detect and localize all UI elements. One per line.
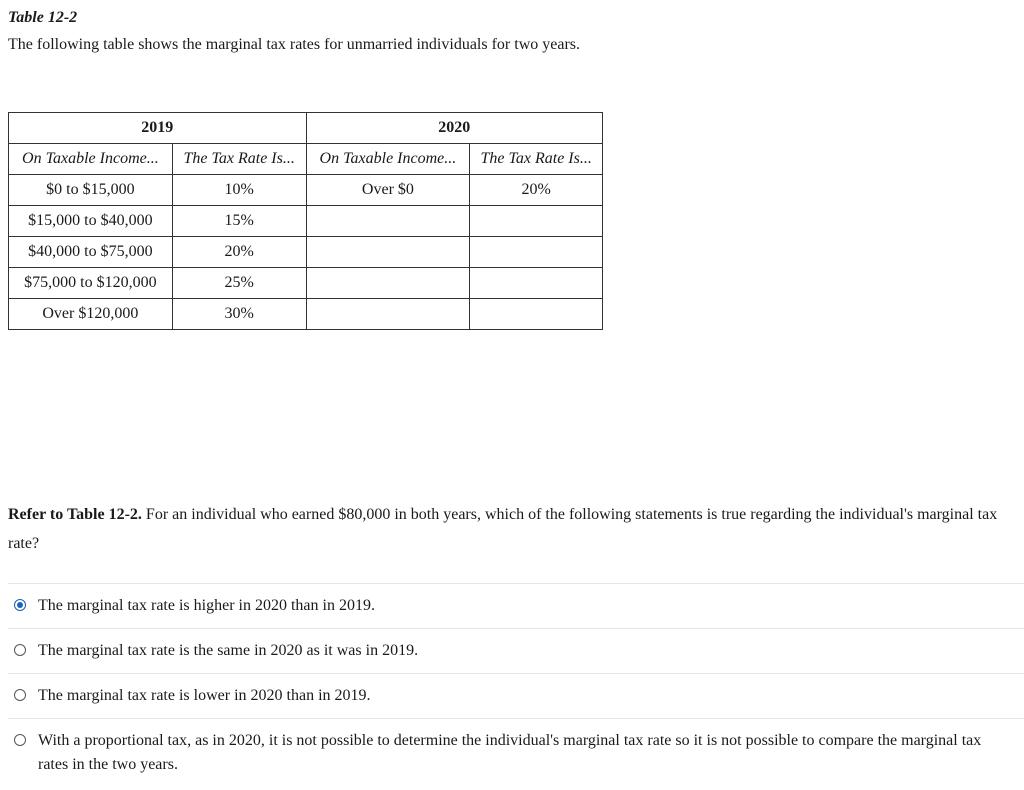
answer-option-2[interactable] bbox=[8, 628, 1024, 673]
answer-option-label: With a proportional tax, as in 2020, it is not possible to determine the individual's marginal tax rate so it is not possible to compare the marginal tax rates in the two years. bbox=[38, 732, 982, 773]
table-cell: 15% bbox=[172, 206, 306, 237]
answer-option-label: The marginal tax rate is lower in 2020 than in 2019. bbox=[38, 687, 371, 704]
column-header: The Tax Rate Is... bbox=[172, 144, 306, 175]
year-header-row bbox=[9, 113, 603, 144]
table-row bbox=[9, 206, 603, 237]
column-header: On Taxable Income... bbox=[306, 144, 470, 175]
column-header: On Taxable Income... bbox=[9, 144, 173, 175]
table-row bbox=[9, 268, 603, 299]
column-header-row bbox=[9, 144, 603, 175]
radio-button-selected[interactable] bbox=[14, 599, 26, 611]
question-text: For an individual who earned $80,000 in both years, which of the following statements is true regarding the individual's marginal tax rate? bbox=[8, 506, 998, 552]
question-reference: Refer to Table 12-2. bbox=[8, 506, 142, 523]
table-cell: $40,000 to $75,000 bbox=[9, 237, 173, 268]
table-cell bbox=[306, 268, 470, 299]
table-row bbox=[9, 237, 603, 268]
table-description: The following table shows the marginal tax rates for unmarried individuals for two years. bbox=[8, 36, 580, 53]
year-header-2020: 2020 bbox=[306, 113, 602, 144]
table-cell bbox=[470, 237, 603, 268]
answer-option-3[interactable] bbox=[8, 673, 1024, 718]
table-cell: $15,000 to $40,000 bbox=[9, 206, 173, 237]
table-cell bbox=[306, 206, 470, 237]
table-cell: 20% bbox=[172, 237, 306, 268]
table-cell: Over $120,000 bbox=[9, 299, 173, 330]
table-cell: 10% bbox=[172, 175, 306, 206]
table-cell bbox=[470, 299, 603, 330]
table-cell: $0 to $15,000 bbox=[9, 175, 173, 206]
answer-option-label: The marginal tax rate is the same in 2020 as it was in 2019. bbox=[38, 642, 419, 659]
radio-button[interactable] bbox=[14, 689, 26, 701]
table-title: Table 12-2 bbox=[8, 9, 78, 26]
table-cell: 25% bbox=[172, 268, 306, 299]
table-cell bbox=[470, 268, 603, 299]
year-header-2019: 2019 bbox=[9, 113, 307, 144]
table-cell bbox=[306, 237, 470, 268]
table-cell bbox=[306, 299, 470, 330]
answer-options bbox=[8, 583, 1024, 787]
tax-rate-table bbox=[8, 112, 603, 330]
table-cell: $75,000 to $120,000 bbox=[9, 268, 173, 299]
radio-button[interactable] bbox=[14, 644, 26, 656]
column-header: The Tax Rate Is... bbox=[470, 144, 603, 175]
table-cell: 20% bbox=[470, 175, 603, 206]
answer-option-1[interactable] bbox=[8, 583, 1024, 628]
table-row bbox=[9, 175, 603, 206]
table-cell: Over $0 bbox=[306, 175, 470, 206]
table-row bbox=[9, 299, 603, 330]
table-cell bbox=[470, 206, 603, 237]
radio-button[interactable] bbox=[14, 734, 26, 746]
question-prompt bbox=[8, 500, 1008, 558]
answer-option-label: The marginal tax rate is higher in 2020 than in 2019. bbox=[38, 597, 375, 614]
answer-option-4[interactable] bbox=[8, 718, 1024, 787]
table-cell: 30% bbox=[172, 299, 306, 330]
